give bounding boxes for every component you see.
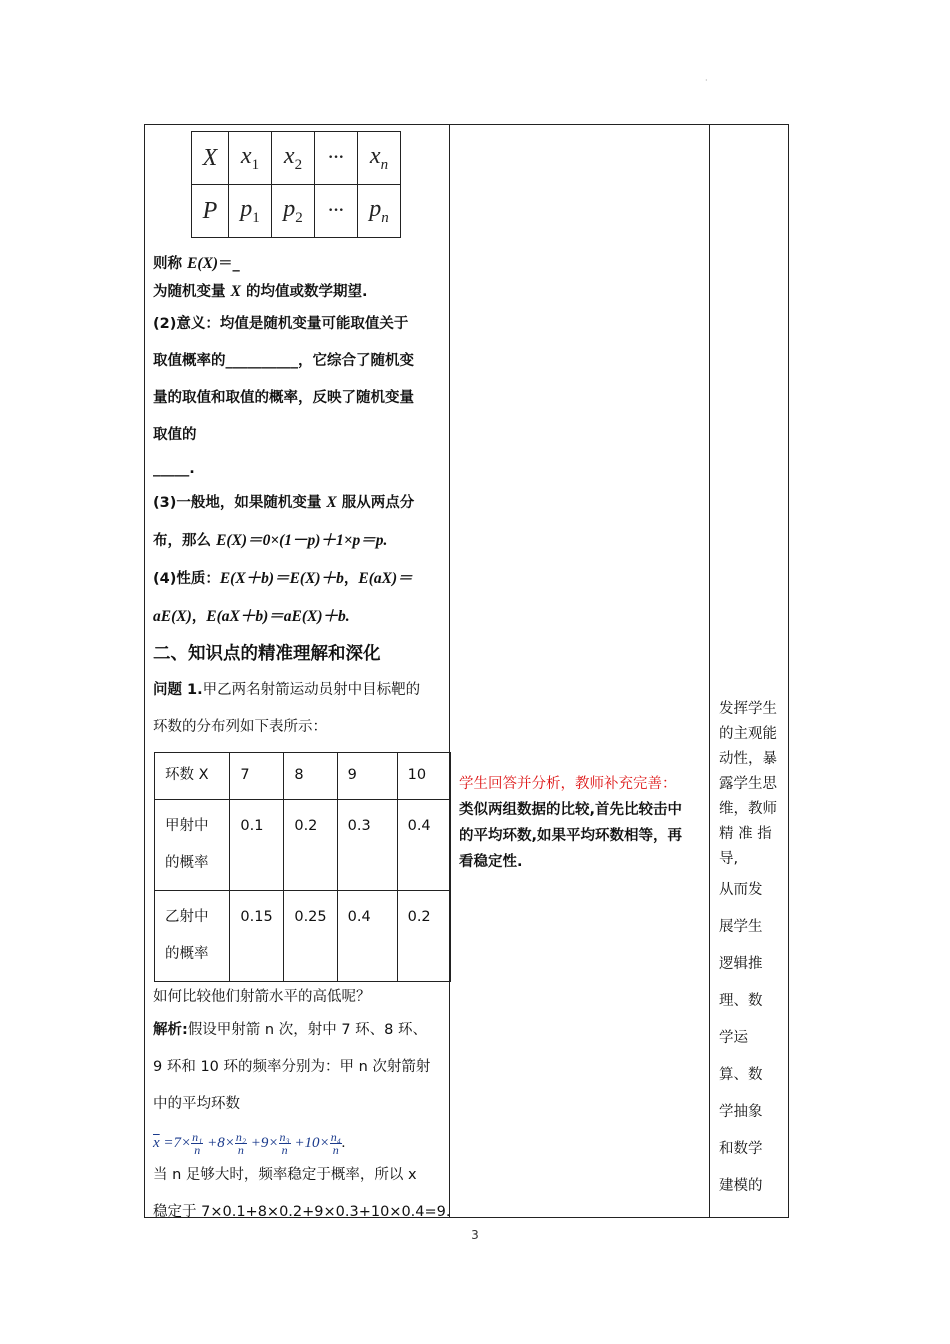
table-cell: 0.2 <box>397 891 450 982</box>
table-cell: ··· <box>315 185 358 238</box>
content-column <box>153 131 451 1237</box>
text-line: 环数的分布列如下表所示： <box>153 719 327 735</box>
distribution-table <box>191 131 401 238</box>
text-line: 学抽象 <box>719 1104 763 1120</box>
text-line: 从而发 <box>719 882 763 898</box>
table-cell: 0.3 <box>337 800 397 891</box>
table-row <box>155 800 451 891</box>
table-cell: X <box>192 132 229 185</box>
text-line: 露学生思 <box>719 776 777 792</box>
table-cell: 0.25 <box>284 891 337 982</box>
text-line: (2)意义：均值是随机变量可能取值关于 <box>153 316 409 332</box>
table-cell: $p_n$ <box>358 185 401 238</box>
table-cell: $x_1$ <box>229 132 272 185</box>
text-line: 的平均环数,如果平均环数相等，再 <box>459 828 683 844</box>
text-line: 逻辑推 <box>719 956 763 972</box>
table-cell: 0.4 <box>397 800 450 891</box>
mean-formula: $\overline{x} =7\times$ $\frac{\text{n₁}}{n}$ +8× $\frac{\text{n₂}}{n}$ +9× $\frac{\text{n₃}}{n}$ +10× $\frac{\text{n₄}}{n}$ . <box>153 1130 346 1158</box>
table-cell: 0.15 <box>230 891 284 982</box>
text-line: (3)一般地，如果随机变量 X 服从两点分 <box>153 494 415 511</box>
text-line: 则称 E(X)＝_ <box>153 255 240 272</box>
text-line: 类似两组数据的比较,首先比较击中 <box>459 802 683 818</box>
table-cell: P <box>192 185 229 238</box>
table-cell: 乙射中 的概率 <box>155 891 230 982</box>
text-line: 问题 1.甲乙两名射箭运动员射中目标靶的 <box>153 682 421 698</box>
text-line: 发挥学生 <box>719 701 777 717</box>
text-line: 学运 <box>719 1030 748 1046</box>
text-line: aE(X)，E(aX＋b)＝aE(X)＋b. <box>153 608 350 625</box>
text-line: 和数学 <box>719 1141 763 1157</box>
teacher-note: 学生回答并分析，教师补充完善： <box>459 776 677 792</box>
table-cell: $p_1$ <box>229 185 272 238</box>
text-line: 展学生 <box>719 919 763 935</box>
text-line: 如何比较他们射箭水平的高低呢？ <box>153 989 371 1005</box>
table-cell: 7 <box>230 753 284 800</box>
column-divider <box>709 125 710 1217</box>
table-cell: ··· <box>315 132 358 185</box>
page-number: 3 <box>471 1228 479 1242</box>
text-line: 维，教师 <box>719 801 777 817</box>
text-line: 9 环和 10 环的频率分别为：甲 n 次射箭射 <box>153 1059 431 1075</box>
text-line: 取值的 <box>153 427 197 443</box>
rings-table <box>154 752 451 982</box>
text-line: 导, <box>719 851 739 867</box>
text-line: 看稳定性. <box>459 854 523 870</box>
text-line: 的主观能 <box>719 726 777 742</box>
intent-column <box>719 697 783 1205</box>
text-line: 稳定于 7×0.1+8×0.2+9×0.3+10×0.4=9. <box>153 1204 451 1220</box>
activity-column <box>459 771 709 875</box>
lesson-table <box>144 124 789 1218</box>
header-mark: · <box>705 76 708 85</box>
text-line: 量的取值和取值的概率，反映了随机变量 <box>153 390 414 406</box>
text-line: 为随机变量 X 的均值或数学期望. <box>153 283 368 300</box>
section-title: 二、知识点的精准理解和深化 <box>153 644 381 664</box>
table-cell: 0.2 <box>284 800 337 891</box>
text-line: 理、数 <box>719 993 763 1009</box>
table-cell: 环数 X <box>155 753 230 800</box>
text-line: 动性，暴 <box>719 751 777 767</box>
table-cell: 0.4 <box>337 891 397 982</box>
table-cell: $x_2$ <box>272 132 315 185</box>
table-cell: 10 <box>397 753 450 800</box>
table-row <box>192 185 401 238</box>
text-line: 算、数 <box>719 1067 763 1083</box>
table-cell: 9 <box>337 753 397 800</box>
text-line: (4)性质：E(X＋b)＝E(X)＋b，E(aX)＝ <box>153 570 413 587</box>
table-cell: $x_n$ <box>358 132 401 185</box>
text-line: 精 准 指 <box>719 826 772 842</box>
text-line: 取值概率的__________，它综合了随机变 <box>153 353 414 369</box>
text-line: 当 n 足够大时，频率稳定于概率，所以 x <box>153 1167 417 1183</box>
table-cell: 8 <box>284 753 337 800</box>
table-cell: 甲射中 的概率 <box>155 800 230 891</box>
text-line: 建模的 <box>719 1178 763 1194</box>
text-line: _____. <box>153 461 195 477</box>
table-row <box>192 132 401 185</box>
table-row <box>155 753 451 800</box>
text-line: 解析:假设甲射箭 n 次，射中 7 环、8 环、 <box>153 1022 427 1038</box>
table-row <box>155 891 451 982</box>
table-cell: $p_2$ <box>272 185 315 238</box>
table-cell: 0.1 <box>230 800 284 891</box>
text-line: 中的平均环数 <box>153 1096 240 1112</box>
text-line: 布，那么 E(X)＝0×(1－p)＋1×p＝p. <box>153 532 388 549</box>
